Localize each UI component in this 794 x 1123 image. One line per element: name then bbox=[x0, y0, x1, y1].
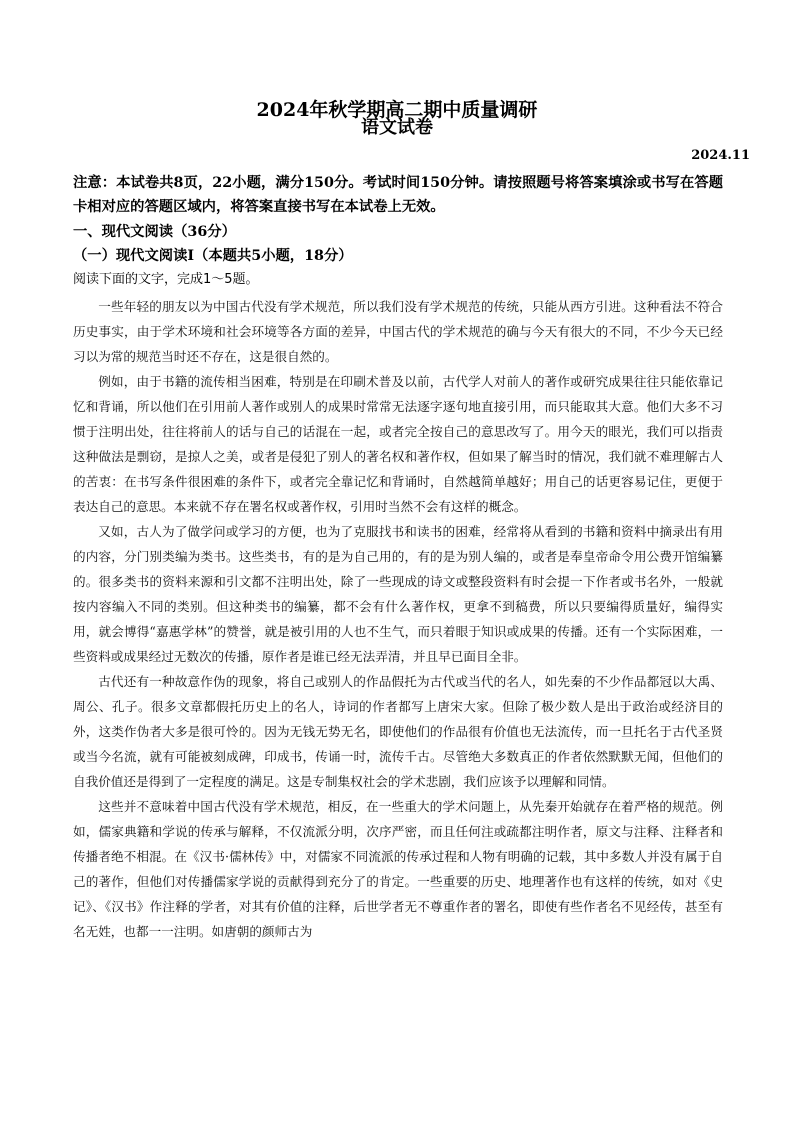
exam-notice: 注意：本试卷共8页，22小题，满分150分。考试时间150分钟。请按照题号将答案填涂或书写在答题卡相对应的答题区域内，将答案直接书写在本试卷上无效。 bbox=[73, 175, 723, 215]
exam-date: 2024.11 bbox=[691, 148, 750, 163]
passage-paragraph: 这些并不意味着中国古代没有学术规范，相反，在一些重大的学术问题上，从先秦开始就存在着严格的规范。例如，儒家典籍和学说的传承与解释，不仅流派分明，次序严密，而且任何注或疏都注明作者，原文与注释、注释者和传播者绝不相混。在《汉书·儒林传》中，对儒家不同流派的传承过程和人物有明确的记载，其中多数人并没有属于自己的著作，但他们对传播儒家学说的贡献得到充分了的肯定。一些重要的历史、地理著作也有这样的传统，如对《史记》、《汉书》作注释的学者，对其有价值的注释，后世学者无不尊重作者的署名，即使有些作者名不见经传，甚至有名无姓，也都一一注明。如唐朝的颜师古为 bbox=[73, 799, 723, 939]
exam-subtitle: 语文试卷 bbox=[361, 117, 433, 138]
exam-title: 2024年秋学期高二期中质量调研 bbox=[256, 99, 538, 121]
passage-paragraph: 例如，由于书籍的流传相当困难，特别是在印刷术普及以前，古代学人对前人的著作或研究成果往往只能依靠记忆和背诵，所以他们在引用前人著作或别人的成果时常常无法逐字逐句地直接引用，而只能取其大意。他们大多不习惯于注明出处，往往将前人的话与自己的话混在一起，或者完全按自己的意思改写了。用今天的眼光，我们可以指责这种做法是剽窃，是掠人之美，或者是侵犯了别人的著名权和著作权，但如果了解当时的情况，我们就不难理解古人的苦衷：在书写条件很困难的条件下，或者完全靠记忆和背诵时，自然越简单越好；用自己的话更容易记住，更便于表达自己的意思。本来就不存在署名权或著作权，引用时当然不会有这样的概念。 bbox=[73, 374, 723, 514]
subsection-heading-reading-1: （一）现代文阅读Ⅰ（本题共5小题，18分） bbox=[73, 248, 353, 264]
passage-paragraph: 又如，古人为了做学问或学习的方便，也为了克服找书和读书的困难，经常将从看到的书籍和资料中摘录出有用的内容，分门别类编为类书。这些类书，有的是为自己用的，有的是为别人编的，或者是奉皇帝命令用公费开馆编纂的。很多类书的资料来源和引文都不注明出处，除了一些现成的诗文或整段资料有时会提一下作者或书名外，一般就按内容编入不同的类别。但这种类书的编纂，都不会有什么著作权，更拿不到稿费，所以只要编得质量好，编得实用，就会博得“嘉惠学林”的赞誉，就是被引用的人也不生气，而只着眼于知识或成果的传播。还有一个实际困难，一些资料或成果经过无数次的传播，原作者是谁已经无法弄清，并且早已面目全非。 bbox=[73, 524, 723, 664]
section-heading-modern-reading: 一、现代文阅读（36分） bbox=[73, 224, 236, 240]
reading-passage bbox=[73, 294, 723, 944]
passage-paragraph: 一些年轻的朋友以为中国古代没有学术规范，所以我们没有学术规范的传统，只能从西方引进。这种看法不符合历史事实，由于学术环境和社会环境等各方面的差异，中国古代的学术规范的确与今天有很大的不同，不少今天已经习以为常的规范当时还不存在，这是很自然的。 bbox=[73, 299, 723, 364]
reading-instruction: 阅读下面的文字，完成1～5题。 bbox=[73, 272, 259, 287]
passage-paragraph: 古代还有一种故意作伪的现象，将自己或别人的作品假托为古代或当代的名人，如先秦的不少作品都冠以大禹、周公、孔子。很多文章都假托历史上的名人，诗词的作者都写上唐宋大家。但除了极少数人是出于政治或经济目的外，这类作伪者大多是很可怜的。因为无钱无势无名，即使他们的作品很有价值也无法流传，而一旦托名于古代圣贤或当今名流，就有可能被刻成碑，印成书，传诵一时，流传千古。尽管绝大多数真正的作者依然默默无闻，但他们的自我价值还是得到了一定程度的满足。这是专制集权社会的学术悲剧，我们应该予以理解和同情。 bbox=[73, 674, 723, 789]
